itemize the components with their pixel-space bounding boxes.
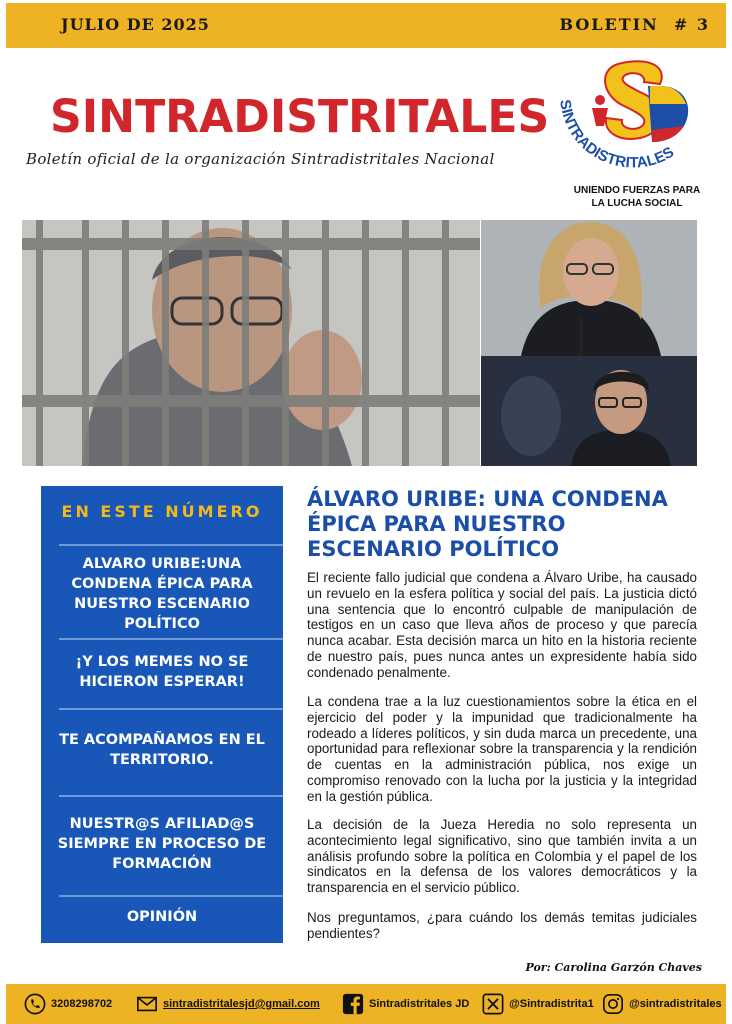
toc-divider xyxy=(59,708,283,710)
logo-ring-text: SINTRADISTRITALES xyxy=(556,98,677,172)
article-paragraph-1: El reciente fallo judicial que condena a Álvaro Uribe, ha causado un revuelo en la esfera política y social del país. La justicia dictó una sentencia que lo encontró culpable de manipulación de testigos en un caso que lleva años de proceso y que parecía nunca acabar. Esta decisión marca un hito en la historia reciente de nuestro país, pues nunca antes un expresidente había sido condenado penalmente. xyxy=(307,570,697,680)
footer-phone[interactable] xyxy=(24,992,112,1016)
logo-slogan-line2: LA LUCHA SOCIAL xyxy=(591,198,683,209)
issue-date: JULIO DE 2025 xyxy=(61,15,210,34)
toc-item-formacion[interactable]: NUESTR@S AFILIAD@S SIEMPRE EN PROCESO DE FORMACIÓN xyxy=(57,816,267,872)
toc-divider xyxy=(59,795,283,797)
x-icon xyxy=(482,993,504,1015)
photo-senator xyxy=(481,356,697,466)
photo-uribe-behind-bars xyxy=(22,220,480,466)
toc-item-opinion[interactable]: OPINIÓN xyxy=(126,909,198,925)
toc-title: EN ESTE NÚMERO xyxy=(61,502,263,521)
footer-phone-text: 3208298702 xyxy=(51,998,113,1010)
article-byline: Por: Carolina Garzón Chaves xyxy=(525,961,702,974)
toc-divider xyxy=(59,895,283,897)
logo-slogan-line1: UNIENDO FUERZAS PARA xyxy=(573,185,701,196)
footer-x-text: @Sintradistrita1 xyxy=(509,998,594,1010)
photo-judge xyxy=(481,220,697,356)
footer-email-text: sintradistritalesjd@gmail.com xyxy=(163,998,320,1010)
email-icon xyxy=(136,993,158,1015)
top-bar xyxy=(0,0,732,48)
photo-main-illustration xyxy=(22,220,480,466)
toc-item-memes[interactable]: ¡Y LOS MEMES NO SE HICIERON ESPERAR! xyxy=(75,654,249,690)
top-bar-band xyxy=(6,3,726,48)
footer-instagram-text: @sintradistritales xyxy=(629,998,722,1010)
toc-divider xyxy=(59,544,283,546)
logo-d-yellow xyxy=(650,86,686,104)
masthead-tagline: Boletín oficial de la organización Sintradistritales Nacional xyxy=(26,150,495,168)
logo-figure-head xyxy=(595,95,605,105)
toc-item-uribe[interactable]: ALVARO URIBE:UNA CONDENA ÉPICA PARA NUESTRO ESCENARIO POLÍTICO xyxy=(71,556,253,632)
footer-email[interactable] xyxy=(136,992,320,1016)
toc-panel xyxy=(41,486,283,943)
toc-item-territorio[interactable]: TE ACOMPAÑAMOS EN EL TERRITORIO. xyxy=(59,732,265,768)
footer-instagram[interactable] xyxy=(602,992,722,1016)
footer-bar xyxy=(6,984,726,1024)
toc-divider xyxy=(59,638,283,640)
footer-facebook-text: Sintradistritales JD xyxy=(369,998,470,1010)
article-headline: ÁLVARO URIBE: UNA CONDENA ÉPICA PARA NUESTRO ESCENARIO POLÍTICO xyxy=(307,487,668,561)
sintradistritales-logo xyxy=(548,56,712,186)
article-paragraph-3: La decisión de la Jueza Heredia no solo representa un acontecimiento legal significativo, sino que también invita a un análisis profundo sobre la política en Colombia y el papel de los sindicatos en la defensa de los valores democráticos y la transparencia en el servicio público. xyxy=(307,817,697,896)
logo-slogan xyxy=(572,184,702,210)
article-paragraph-2: La condena trae a la luz cuestionamientos sobre la ética en el ejercicio del poder y la impunidad que tradicionalmente ha rodeado a líderes políticos, y sin duda marca un precedente, una oportunidad para reflexionar sobre la transparencia y la rendición de cuentas en la administración pública, nos exige un compromiso renovado con la lucha por la justicia y la integridad en la gestión pública. xyxy=(307,694,697,804)
phone-icon xyxy=(24,993,46,1015)
photo-senator-illustration xyxy=(481,356,697,466)
photo-judge-illustration xyxy=(481,220,697,356)
article-paragraph-4: Nos preguntamos, ¿para cuándo los demás temitas judiciales pendientes? xyxy=(307,910,697,941)
footer-facebook[interactable] xyxy=(342,992,469,1016)
masthead-title: SINTRADISTRITALES xyxy=(50,90,550,143)
issue-number: BOLETIN # 3 xyxy=(559,15,710,34)
facebook-icon xyxy=(342,993,364,1015)
footer-x[interactable] xyxy=(482,992,594,1016)
instagram-icon xyxy=(602,993,624,1015)
